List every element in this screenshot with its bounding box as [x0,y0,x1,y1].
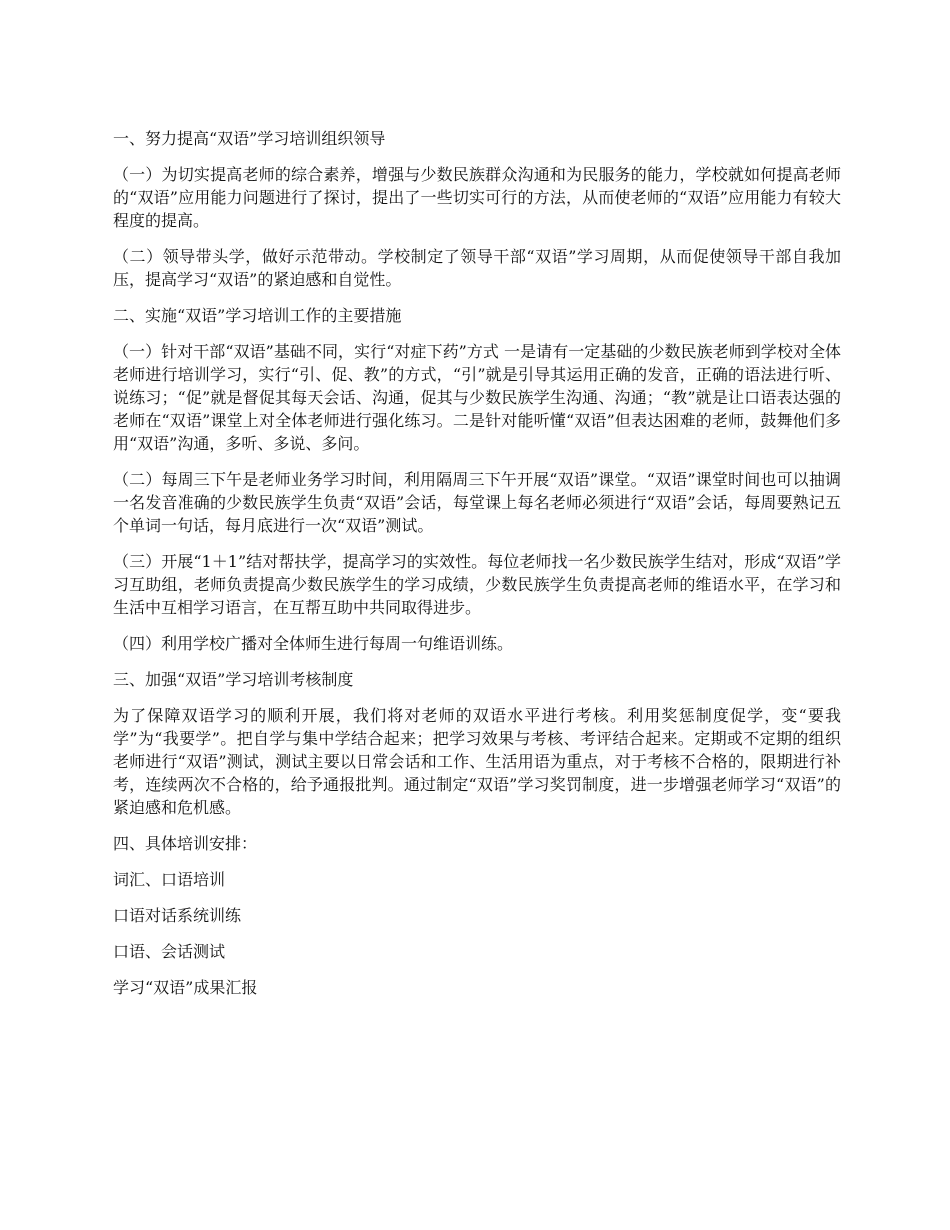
list-item: 口语对话系统训练 [113,906,242,925]
paragraph: （二）领导带头学，做好示范带动。学校制定了领导干部“双语”学习周期，从而促使领导干部自我加压，提高学习“双语”的紧迫感和自觉性。 [113,247,841,289]
list-item: 学习“双语”成果汇报 [113,978,258,997]
paragraph: （一）针对干部“双语”基础不同，实行“对症下药”方式 一是请有一定基础的少数民族老师到学校对全体老师进行培训学习，实行“引、促、教”的方式，“引”就是引导其运用正确的发音，正确的语法进行听、说练习；“促”就是督促其每天会话、沟通，促其与少数民族学生沟通、沟通；“教”就是让口语表达强的老师在“双语”课堂上对全体老师进行强化练习。二是针对能听懂“双语”但表达困难的老师，鼓舞他们多用“双语”沟通，多听、多说、多问。 [113,342,841,453]
document-body [113,127,841,1012]
paragraph: 为了保障双语学习的顺利开展，我们将对老师的双语水平进行考核。利用奖惩制度促学，变“要我学”为“我要学”。把自学与集中学结合起来；把学习效果与考核、考评结合起来。定期或不定期的组织老师进行“双语”测试，测试主要以日常会话和工作、生活用语为重点，对于考核不合格的，限期进行补考，连续两次不合格的，给予通报批判。通过制定“双语”学习奖罚制度，进一步增强老师学习“双语”的紧迫感和危机感。 [113,706,841,817]
paragraph: （二）每周三下午是老师业务学习时间，利用隔周三下午开展“双语”课堂。“双语”课堂时间也可以抽调一名发音准确的少数民族学生负责“双语”会话，每堂课上每名老师必须进行“双语”会话，每周要熟记五个单词一句话，每月底进行一次“双语”测试。 [113,470,841,535]
list-item: 口语、会话测试 [113,942,226,961]
paragraph: （一）为切实提高老师的综合素养，增强与少数民族群众沟通和为民服务的能力，学校就如何提高老师的“双语”应用能力问题进行了探讨，提出了一些切实可行的方法，从而使老师的“双语”应用能力有较大程度的提高。 [113,165,841,230]
paragraph: （三）开展“1＋1”结对帮扶学，提高学习的实效性。每位老师找一名少数民族学生结对，形成“双语”学习互助组，老师负责提高少数民族学生的学习成绩，少数民族学生负责提高老师的维语水平，在学习和生活中互相学习语言，在互帮互助中共同取得进步。 [113,552,841,617]
section-heading-2: 二、实施“双语”学习培训工作的主要措施 [113,306,402,325]
section-heading-3: 三、加强“双语”学习培训考核制度 [113,670,354,689]
section-heading-4: 四、具体培训安排： [113,834,258,853]
list-item: 词汇、口语培训 [113,870,226,889]
paragraph: （四）利用学校广播对全体师生进行每周一句维语训练。 [113,634,514,653]
section-heading-1: 一、努力提高“双语”学习培训组织领导 [113,129,386,148]
